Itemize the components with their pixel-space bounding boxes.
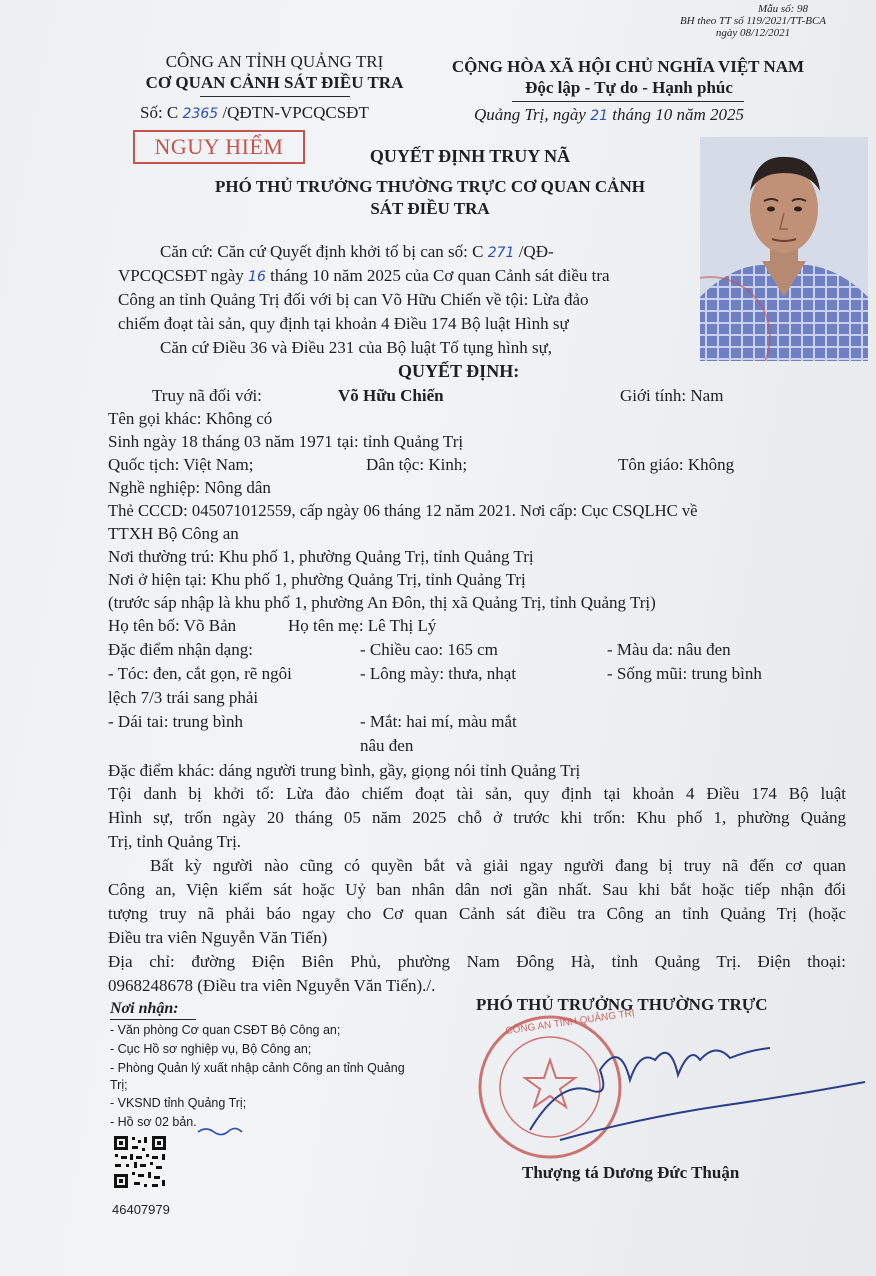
- notice-line4: Điều tra viên Nguyễn Văn Tiến): [108, 928, 328, 947]
- feature-hair-line1: - Tóc: đen, cắt gọn, rẽ ngôi: [108, 664, 292, 683]
- recipients-underline: [110, 1019, 196, 1020]
- suspect-ethnicity: Dân tộc: Kinh;: [366, 455, 468, 474]
- doc-number: [140, 103, 369, 123]
- basis-day-handwritten: 16: [248, 269, 266, 285]
- feature-eyes-line1: - Mắt: hai mí, màu mắt: [360, 712, 517, 731]
- basis-line1: [160, 240, 690, 265]
- recipient-item: - Phòng Quản lý xuất nhập cảnh Công an tỉnh Quảng: [110, 1061, 405, 1075]
- recipient-item: - Cục Hồ sơ nghiệp vụ, Bộ Công an;: [110, 1042, 312, 1056]
- recipient-item: - Văn phòng Cơ quan CSĐT Bộ Công an;: [110, 1023, 341, 1037]
- recipient-item: Trị;: [110, 1078, 128, 1092]
- decision-heading: QUYẾT ĐỊNH:: [398, 361, 520, 381]
- feature-hair-line2: lệch 7/3 trái sang phải: [108, 688, 259, 707]
- feature-nose: - Sống mũi: trung bình: [607, 664, 762, 683]
- crime-line1: Tội danh bị khởi tố: Lừa đảo chiếm đoạt tài sản, quy định tại khoản 4 Điều 174 Bộ luật: [108, 784, 846, 803]
- signer-name: Thượng tá Dương Đức Thuận: [522, 1163, 740, 1182]
- suspect-alias: Tên gọi khác: Không có: [108, 409, 273, 428]
- handwritten-mark-icon: [196, 1122, 246, 1140]
- suspect-gender: Giới tính: Nam: [620, 386, 724, 405]
- basis-line4: chiếm đoạt tài sản, quy định tại khoản 4 Điều 174 Bộ luật Hình sự: [118, 314, 569, 333]
- suspect-current-address: Nơi ở hiện tại: Khu phố 1, phường Quảng Trị, tỉnh Quảng Trị: [108, 570, 526, 589]
- wanted-label: Truy nã đối với:: [152, 386, 262, 405]
- nation-line1: CỘNG HÒA XÃ HỘI CHỦ NGHĨA VIỆT NAM: [451, 57, 805, 76]
- issue-date-suffix: tháng 10 năm 2025: [612, 105, 745, 124]
- suspect-name: Võ Hữu Chiến: [338, 386, 444, 405]
- suspect-occupation: Nghề nghiệp: Nông dân: [108, 478, 271, 497]
- crime-line2: Hình sự, trốn ngày 20 tháng 05 năm 2025 chỗ ở trước khi trốn: Khu phố 1, phường Quảng: [108, 808, 846, 827]
- notice-line2: Công an, Viện kiểm sát hoặc Uỷ ban nhân dân nơi gần nhất. Sau khi bắt hoặc tiếp nhận đối: [108, 880, 846, 899]
- feature-skin: - Màu da: nâu đen: [607, 640, 731, 659]
- feature-other: Đặc điểm khác: dáng người trung bình, gầy, giọng nói tỉnh Quảng Trị: [108, 761, 581, 780]
- notice-line3: tượng truy nã phải báo ngay cho Cơ quan Cảnh sát điều tra Công an tỉnh Quảng Trị (hoặc: [108, 904, 846, 923]
- feature-height: - Chiều cao: 165 cm: [360, 640, 498, 659]
- recipients-heading: Nơi nhận:: [110, 1000, 179, 1017]
- basis-line1-suffix: /QĐ-: [518, 242, 554, 261]
- crime-line3: Trị, tỉnh Quảng Trị.: [108, 832, 242, 851]
- suspect-address-before-merge: (trước sáp nhập là khu phố 1, phường An Đôn, thị xã Quảng Trị, tỉnh Quảng Trị): [108, 593, 656, 612]
- doc-number-handwritten: 2365: [182, 106, 219, 122]
- document-title: QUYẾT ĐỊNH TRUY NÃ: [369, 146, 571, 166]
- feature-brows: - Lông mày: thưa, nhạt: [360, 664, 517, 683]
- form-number: Mẫu số: 98: [757, 3, 809, 15]
- danger-stamp: NGUY HIỂM: [133, 130, 305, 164]
- signer-title: PHÓ THỦ TRƯỞNG THƯỜNG TRỰC: [476, 995, 768, 1014]
- document-subtitle-line1: PHÓ THỦ TRƯỞNG THƯỜNG TRỰC CƠ QUAN CẢNH: [215, 177, 645, 196]
- portrait-image: [700, 137, 868, 361]
- agency-line1: CÔNG AN TỈNH QUẢNG TRỊ: [165, 52, 384, 71]
- seal-text: CÔNG AN TỈNH QUẢNG TRỊ: [504, 1007, 636, 1038]
- basis-line3: Công an tỉnh Quảng Trị đối với bị can Võ Hữu Chiến về tội: Lừa đảo: [118, 290, 589, 309]
- basis-line2: [118, 264, 698, 289]
- suspect-mother: Họ tên mẹ: Lê Thị Lý: [288, 616, 437, 635]
- basis-decision-number-handwritten: 271: [487, 245, 515, 261]
- signature-icon: [520, 1020, 870, 1160]
- suspect-nationality: Quốc tịch: Việt Nam;: [108, 455, 254, 474]
- contact-phone: 0968248678 (Điều tra viên Nguyễn Văn Tiến)./.: [108, 976, 436, 995]
- basis-line2-suffix: tháng 10 năm 2025 của Cơ quan Cảnh sát điều tra: [270, 266, 610, 285]
- suspect-dob: Sinh ngày 18 tháng 03 năm 1971 tại: tỉnh Quảng Trị: [108, 432, 464, 451]
- document-subtitle-line2: SÁT ĐIỀU TRA: [370, 199, 490, 218]
- suspect-id-line2: TTXH Bộ Công an: [108, 524, 239, 543]
- agency-underline: [200, 96, 350, 97]
- recipient-item: - Hồ sơ 02 bản.: [110, 1115, 197, 1129]
- issue-date-prefix: Quảng Trị, ngày: [474, 105, 586, 124]
- notice-line1: Bất kỳ người nào cũng có quyền bắt và giải ngay người đang bị truy nã đến cơ quan: [150, 856, 846, 875]
- suspect-father: Họ tên bố: Võ Bản: [108, 616, 237, 635]
- suspect-religion: Tôn giáo: Không: [618, 455, 735, 474]
- basis-line1-text: Căn cứ: Căn cứ Quyết định khởi tố bị can số: C: [160, 242, 484, 261]
- suspect-photo: [700, 137, 868, 361]
- basis-line2-text: VPCQCSĐT ngày: [118, 266, 244, 285]
- nation-underline: [512, 101, 744, 102]
- features-label: Đặc điểm nhận dạng:: [108, 640, 253, 659]
- contact-address: Địa chỉ: đường Điện Biên Phủ, phường Nam Đông Hà, tỉnh Quảng Trị. Điện thoại:: [108, 952, 846, 971]
- nation-line2: Độc lập - Tự do - Hạnh phúc: [525, 78, 733, 97]
- basis-line5: Căn cứ Điều 36 và Điều 231 của Bộ luật Tố tụng hình sự,: [160, 338, 553, 357]
- document-code: 46407979: [112, 1202, 170, 1217]
- feature-ears: - Dái tai: trung bình: [108, 712, 244, 731]
- recipient-item: - VKSND tỉnh Quảng Trị;: [110, 1096, 247, 1110]
- doc-number-suffix: /QĐTN-VPCQCSĐT: [222, 103, 369, 122]
- form-legal-basis: BH theo TT số 119/2021/TT-BCA: [679, 15, 827, 27]
- feature-eyes-line2: nâu đen: [360, 736, 414, 755]
- form-legal-date: ngày 08/12/2021: [715, 27, 791, 39]
- issue-date: [474, 105, 744, 125]
- suspect-id-line1: Thẻ CCCD: 045071012559, cấp ngày 06 tháng 12 năm 2021. Nơi cấp: Cục CSQLHC về: [108, 501, 698, 520]
- agency-line2: CƠ QUAN CẢNH SÁT ĐIỀU TRA: [145, 73, 404, 92]
- issue-date-day: 21: [590, 108, 609, 124]
- doc-number-prefix: Số: C: [140, 103, 179, 122]
- qr-code-icon: [112, 1134, 168, 1190]
- suspect-permanent-address: Nơi thường trú: Khu phố 1, phường Quảng Trị, tỉnh Quảng Trị: [108, 547, 534, 566]
